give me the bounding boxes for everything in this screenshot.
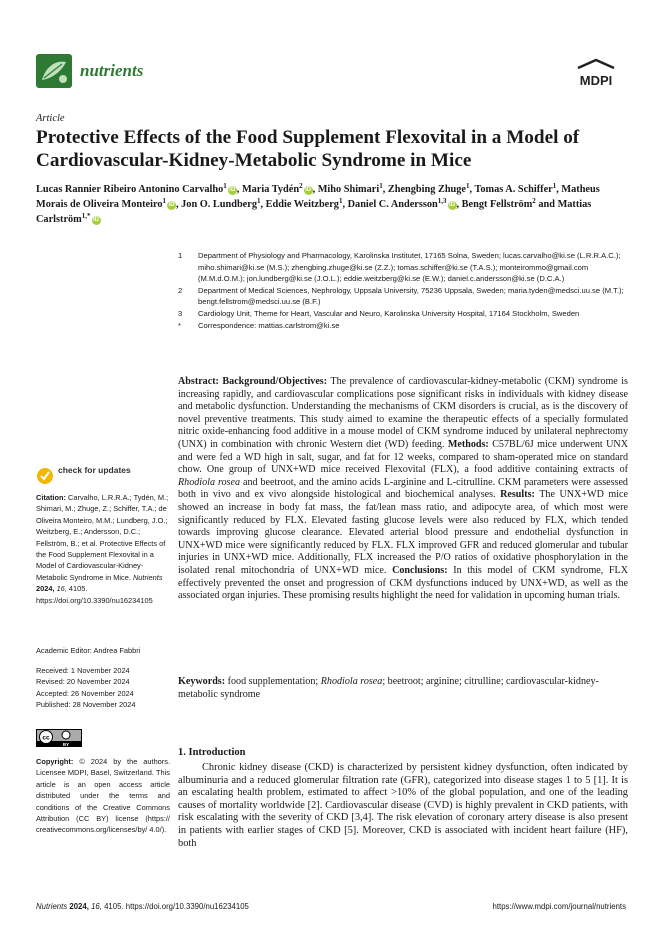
author[interactable] <box>318 184 383 195</box>
footer-citation <box>36 902 249 911</box>
svg-text:cc: cc <box>42 734 50 742</box>
svg-text:MDPI: MDPI <box>579 73 613 88</box>
author-name: Mattias Carlström <box>36 198 592 225</box>
date-published: Published: 28 November 2024 <box>36 700 136 710</box>
copyright-text: © 2024 by the authors. Licensee MDPI, Basel, Switzerland. This article is an open access article distributed under the terms and conditions of the Creative Commons Attribution (CC BY) license (https:// creativecommons.org/licenses/by/ 4.0/). <box>36 757 170 835</box>
abstract-label: Abstract: <box>178 376 219 387</box>
article-type: Article <box>36 113 65 124</box>
affiliation-text: Department of Medical Sciences, Nephrology, Uppsala University, 75236 Uppsala, Sweden; maria.tyden@medsci.uu.se (M.T.); bengt.fellstrom@medsci.uu.se (B.F.) <box>198 285 624 307</box>
footer-volume: 16, <box>91 902 102 911</box>
citation-year: 2024, <box>36 584 55 594</box>
results-text: The UNX+WD mice showed an increase in body fat mass, the fat/lean mass ratio, and adipocyte area, of which most were significantly reduced by FLX. Elevated fasting glucose levels were also reduced by FLX, which tended towards improving glucose clearance. Elevated arterial blood pressure and endothelial dysfunction in UNX+WD mice were significantly reduced by FLX. FLX improved GFR and reduced glomerular and tubular injuries in UNX+WD mice. Additionally, FLX increased the P/O ratios of oxidative phosphorylation in the isolated renal mitochondria of UNX+WD mice. <box>178 489 629 576</box>
affiliation-item <box>178 285 628 308</box>
author-list: Lucas Rannier Ribeiro Antonino Carvalho$^1$ iD , Maria Tydén$^2$ iD , Miho Shimari$^1$, Zhengbing Zhuge$^1$, Tomas A. Schiffer$^1$, Matheus Morais de Oliveira Monteiro$^1$ iD , Jon O. Lundberg$^1$, Eddie Weitzberg$^1$, Daniel C. Andersson$^{1,3}$ iD , Bengt Fellström$^2$ and Mattias Carlström$^{1,*}$ iD <box>36 182 600 225</box>
methods-label: Methods: <box>447 438 489 450</box>
mdpi-logo-icon[interactable] <box>572 58 620 90</box>
footer-year: 2024, <box>69 902 89 911</box>
affiliation-text: Correspondence: mattias.carlstrom@ki.se <box>198 320 340 330</box>
check-updates-icon <box>36 466 54 486</box>
introduction-paragraph: Chronic kidney disease (CKD) is characterized by persistent kidney dysfunction, often indicated by albuminuria and a reduced glomerular filtration rate (GFR), categorized into disease stages 1 to 5 [1]. It is an escalating health problem, estimated to affect >10% of the global population, and one of the leading causes of mortality worldwide [2]. Cardiovascular disease (CVD) is highly prevalent in CKD patients, with risk escalating with the severity of CKD [3,4]. The risk elevation of coronary artery disease is also present in patients with earlier stages of CKD [5]. Moreover, CKD is associated with incident heart failure (HF), both <box>178 762 628 849</box>
abstract <box>178 376 628 603</box>
author-affiliation-sup: 1,* <box>81 211 91 220</box>
affiliation-text: Department of Physiology and Pharmacology, Karolinska Institutet, 17165 Solna, Sweden; lucas.carvalho@ki.se (L.R.R.A.C.); miho.shimari@ki.se (M.S.); zhengbing.zhuge@ki.se (Z.Z.); tomas.schiffer@ki.se (T.A.S.); monteirommo@gmail.com (M.M.d.O.M.); jon.lundberg@ki.se (J.O.L.); eddie.weitzberg@ki.se (E.W.); daniel.c.andersson@ki.se (D.C.A.) <box>198 251 621 284</box>
orcid-icon[interactable]: iD <box>93 216 99 223</box>
author[interactable] <box>388 184 470 195</box>
affiliation-item <box>178 308 628 320</box>
methods-species: Rhodiola rosea <box>178 476 241 488</box>
orcid-icon[interactable]: iD <box>449 201 455 208</box>
author[interactable] <box>181 196 261 210</box>
methods-text-a: C57BL/6J mice underwent UNX and were fed a WD high in salt, sugar, and fat for 12 weeks, compared to sham-operated mice on standard chow. One group of UNX+WD mice received Flexovital (FLX), a food additive containing extracts of <box>178 438 628 476</box>
affiliations <box>178 250 628 331</box>
academic-editor: Academic Editor: Andrea Fabbri <box>36 646 141 655</box>
author-affiliation-sup: 2 <box>299 182 303 190</box>
date-received: Received: 1 November 2024 <box>36 666 130 675</box>
nutrients-logo-icon <box>36 54 72 88</box>
author-name: Maria Tydén <box>241 184 300 195</box>
citation-text: Carvalho, L.R.R.A.; Tydén, M.; Shimari, M.; Zhuge, Z.; Schiffer, T.A.; de Oliveira Monteiro, M.M.; Lundberg, J.O.; Weitzberg, E.; Andersson, D.C.; Fellström, B.; et al. Protective Effects of the Food Supplement Flexovital in a Model of Cardiovascular-Kidney-Metabolic Syndrome in Mice. <box>36 493 169 582</box>
author[interactable] <box>461 196 536 210</box>
keywords-text-a: food supplementation; <box>227 676 319 687</box>
orcid-icon[interactable]: iD <box>168 201 175 208</box>
conclusions-text: In this model of CKM syndrome, FLX effectively prevented the onset and progression of CKM dysfunctions induced by UNX+WD, as well as the associated organ injuries. These promising results highlight the need for validation in upcoming human trials. <box>178 564 628 602</box>
affiliation-text: Cardiology Unit, Theme for Heart, Vascular and Neuro, Karolinska University Hospital, 17164 Stockholm, Sweden <box>198 308 580 318</box>
background-label: Background/Objectives: <box>222 376 328 387</box>
affiliation-item <box>178 320 628 332</box>
footer-journal: Nutrients <box>36 902 68 911</box>
paper-title: Protective Effects of the Food Supplement Flexovital in a Model of Cardiovascular-Kidney-Metabolic Syndrome in Mice <box>36 127 580 171</box>
author-name: Daniel C. Andersson <box>347 198 438 210</box>
keywords-text-b: ; beetroot; arginine; citrulline; cardiovascular-kidney-metabolic syndrome <box>178 676 599 700</box>
conclusions-label: Conclusions: <box>392 564 448 576</box>
svg-text:BY: BY <box>62 742 70 747</box>
citation-block <box>36 492 170 606</box>
author-name: Lucas Rannier Ribeiro Antonino Carvalho <box>36 184 224 195</box>
background-text: The prevalence of cardiovascular-kidney-metabolic (CKM) syndrome is increasing rapidly, and cardiovascular complications pose significant risks in individuals with kidney disease and metabolic dysfunction. Understanding the mechanisms of CKM disorders is crucial, as is the discovery of novel preventive treatments. This study aimed to examine the therapeutic effects of a specially formulated nitric oxide-enhancing food additive in a mouse model of CKM syndrome induced by unilateral nephrectomy (UNX) in combination with chronic Western diet (WD) feeding. <box>178 376 628 450</box>
results-label: Results: <box>500 489 535 501</box>
date-accepted: Accepted: 26 November 2024 <box>36 688 134 698</box>
author[interactable] <box>265 196 343 210</box>
date-revised: Revised: 20 November 2024 <box>36 677 130 687</box>
journal-name[interactable]: nutrients <box>80 61 144 80</box>
author-affiliation-sup: 1 <box>162 196 166 205</box>
citation-label: Citation: <box>36 493 66 502</box>
keywords-species: Rhodiola rosea <box>320 676 383 687</box>
affiliation-number: 2 <box>178 285 183 295</box>
copyright-label: Copyright: <box>36 757 74 766</box>
author-affiliation-sup: 1 <box>466 182 470 190</box>
check-updates-label: check for updates <box>58 465 131 475</box>
author-name: Matheus Morais de Oliveira Monteiro <box>36 184 600 210</box>
author-name: Miho Shimari <box>317 184 380 195</box>
author-affiliation-sup: 1 <box>552 182 557 190</box>
author-affiliation-sup: 1,3 <box>437 196 447 205</box>
keywords-label: Keywords: <box>178 676 226 687</box>
author-name: Jon O. Lundberg <box>181 198 257 210</box>
methods-text-b: and beetroot, and the amino acids L-arginine and L-citrulline. CKM parameters were assessed both in vivo and ex vivo alongside histological and biochemical analyses. <box>178 476 628 501</box>
author-name: Eddie Weitzberg <box>265 198 339 210</box>
author-affiliation-sup: 1 <box>379 182 383 190</box>
author[interactable] <box>242 184 313 195</box>
affiliation-number: 1 <box>178 251 183 260</box>
affiliation-number: * <box>178 320 181 330</box>
citation-volume: 16, <box>56 584 67 594</box>
citation-journal: Nutrients <box>132 572 163 582</box>
keywords <box>178 676 628 701</box>
copyright-notice <box>36 756 170 836</box>
publication-dates <box>36 665 170 711</box>
footer-doi[interactable]: 4105. https://doi.org/10.3390/nu16234105 <box>104 902 249 911</box>
author-affiliation-sup: 1 <box>338 196 343 205</box>
author[interactable] <box>36 184 237 195</box>
author-name: Tomas A. Schiffer <box>474 184 553 195</box>
affiliation-number: 3 <box>178 308 183 318</box>
journal-header <box>36 54 620 94</box>
cc-by-license-icon[interactable] <box>36 729 82 747</box>
orcid-icon[interactable]: iD <box>305 187 312 193</box>
section-heading-introduction: 1. Introduction <box>178 747 246 758</box>
author[interactable] <box>474 184 556 195</box>
author[interactable] <box>347 196 457 210</box>
author-affiliation-sup: 1 <box>223 182 227 190</box>
author-name: Bengt Fellström <box>461 198 533 210</box>
author-affiliation-sup: 1 <box>256 196 261 205</box>
affiliation-item <box>178 250 628 285</box>
citation-doi[interactable]: 4105. https://doi.org/10.3390/nu16234105 <box>36 584 153 605</box>
author-name: Zhengbing Zhuge <box>387 184 466 195</box>
author-affiliation-sup: 2 <box>532 196 536 205</box>
check-for-updates[interactable] <box>36 464 170 490</box>
orcid-icon[interactable]: iD <box>229 187 236 193</box>
footer-journal-url[interactable]: https://www.mdpi.com/journal/nutrients <box>492 902 626 911</box>
